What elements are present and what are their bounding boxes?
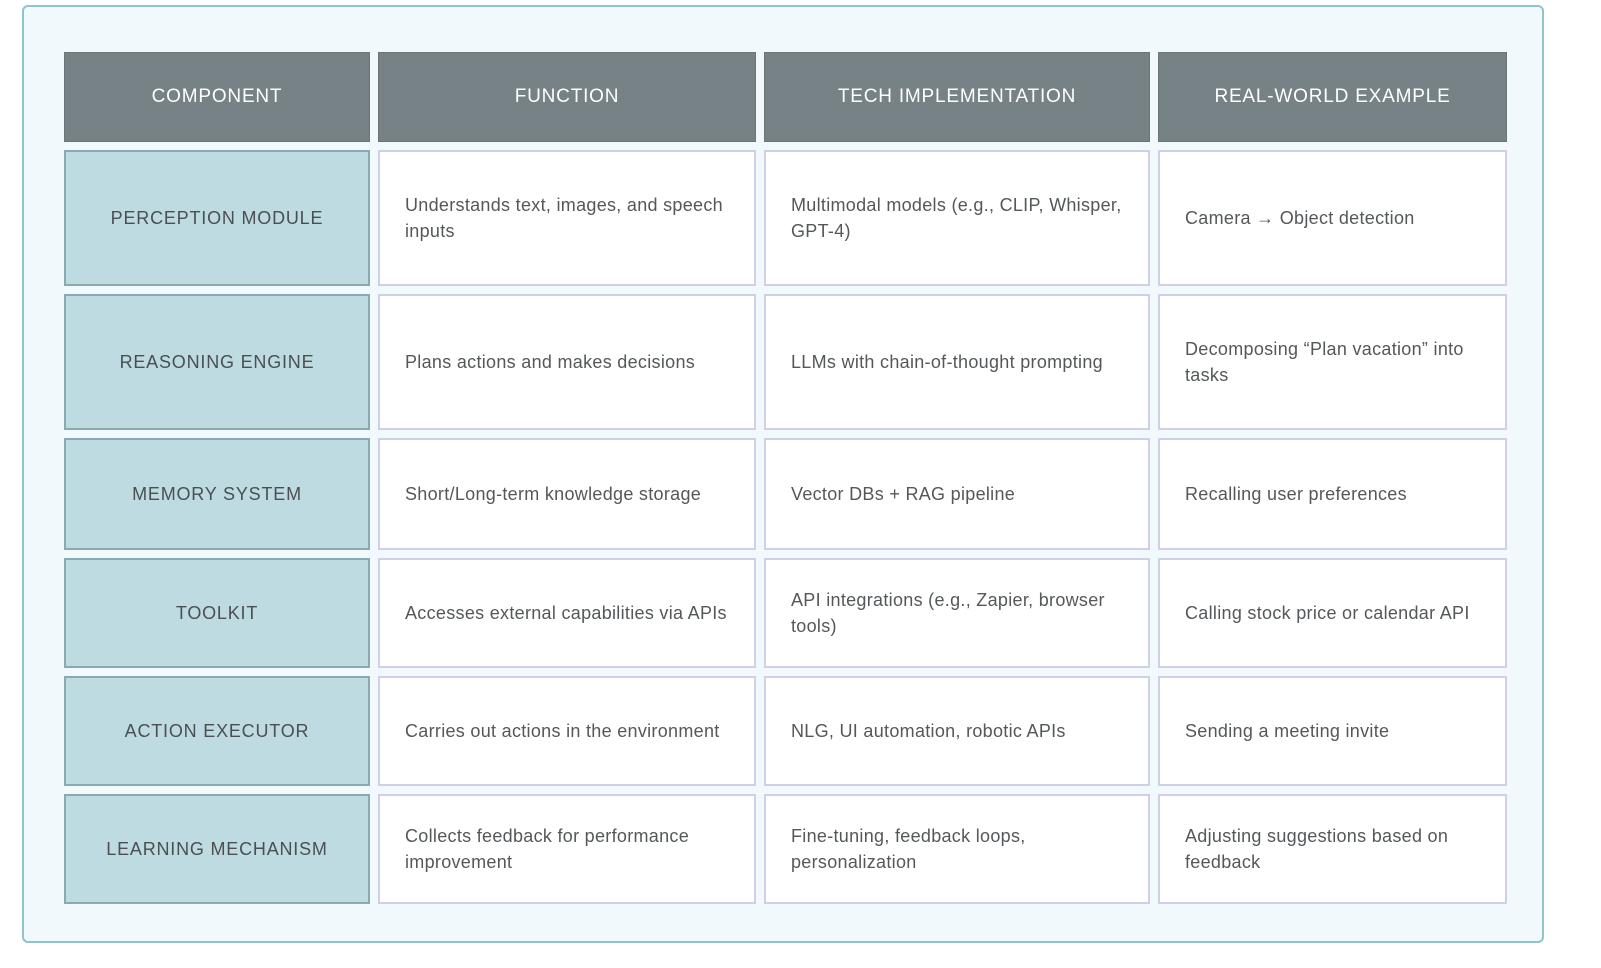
- component-cell: ACTION EXECUTOR: [64, 676, 370, 786]
- function-cell: Carries out actions in the environment: [378, 676, 756, 786]
- example-cell: Camera → Object detection: [1158, 150, 1507, 286]
- tech-cell: LLMs with chain-of-thought prompting: [764, 294, 1150, 430]
- component-cell: TOOLKIT: [64, 558, 370, 668]
- header-component: COMPONENT: [64, 52, 370, 142]
- example-cell: Decomposing “Plan vacation” into tasks: [1158, 294, 1507, 430]
- component-cell: LEARNING MECHANISM: [64, 794, 370, 904]
- function-cell: Short/Long-term knowledge storage: [378, 438, 756, 550]
- example-cell: Sending a meeting invite: [1158, 676, 1507, 786]
- function-cell: Plans actions and makes decisions: [378, 294, 756, 430]
- component-cell: REASONING ENGINE: [64, 294, 370, 430]
- header-function: FUNCTION: [378, 52, 756, 142]
- ai-agent-components-table: [64, 52, 1507, 904]
- tech-cell: NLG, UI automation, robotic APIs: [764, 676, 1150, 786]
- header-tech-implementation: TECH IMPLEMENTATION: [764, 52, 1150, 142]
- tech-cell: API integrations (e.g., Zapier, browser tools): [764, 558, 1150, 668]
- function-cell: Understands text, images, and speech inputs: [378, 150, 756, 286]
- component-cell: MEMORY SYSTEM: [64, 438, 370, 550]
- function-cell: Collects feedback for performance improvement: [378, 794, 756, 904]
- function-cell: Accesses external capabilities via APIs: [378, 558, 756, 668]
- tech-cell: Vector DBs + RAG pipeline: [764, 438, 1150, 550]
- example-cell: Recalling user preferences: [1158, 438, 1507, 550]
- example-cell: Adjusting suggestions based on feedback: [1158, 794, 1507, 904]
- example-cell: Calling stock price or calendar API: [1158, 558, 1507, 668]
- component-cell: PERCEPTION MODULE: [64, 150, 370, 286]
- tech-cell: Multimodal models (e.g., CLIP, Whisper, GPT-4): [764, 150, 1150, 286]
- tech-cell: Fine-tuning, feedback loops, personalization: [764, 794, 1150, 904]
- table-card: [22, 5, 1544, 943]
- header-real-world-example: REAL-WORLD EXAMPLE: [1158, 52, 1507, 142]
